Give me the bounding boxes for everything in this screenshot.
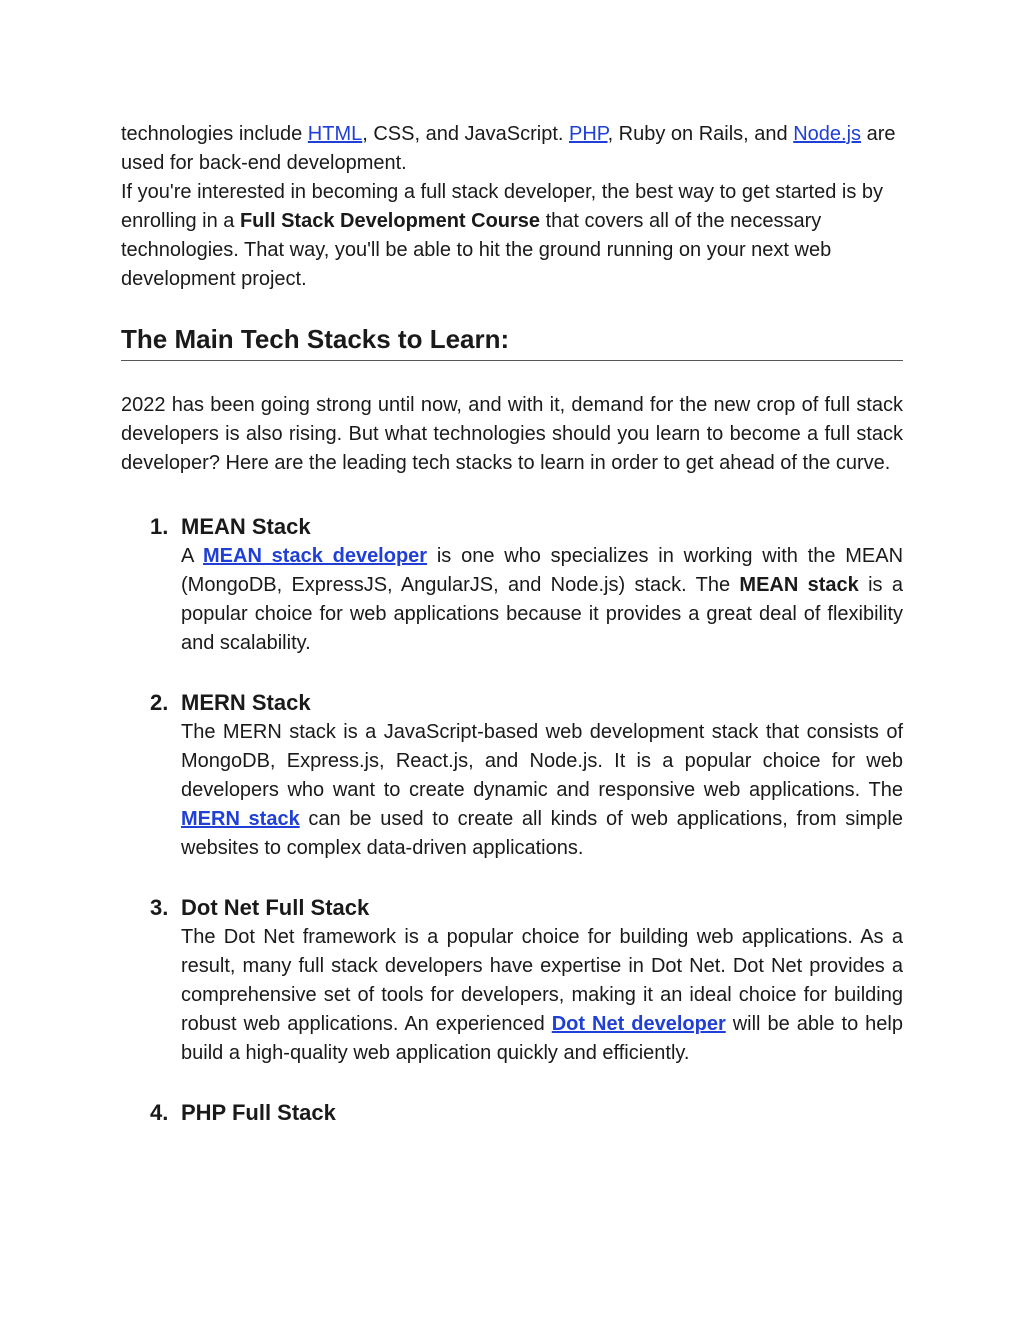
document-page — [121, 120, 903, 1128]
stack-title: MEAN Stack — [181, 514, 311, 539]
intro-text: , CSS, and JavaScript. — [362, 123, 570, 145]
stack-number: 2. — [150, 690, 169, 715]
stack-item-mean — [121, 512, 903, 658]
stack-title: MERN Stack — [181, 690, 311, 715]
intro-text: technologies include — [121, 123, 308, 145]
stack-item-php — [121, 1098, 903, 1128]
stack-text: can be used to create all kinds of web applications, from simple websites to complex data-driven applications. — [181, 808, 903, 859]
intro-paragraph-2 — [121, 178, 903, 294]
section-paragraph: 2022 has been going strong until now, and with it, demand for the new crop of full stack developers is also rising. But what technologies should you learn to become a full stack developer? Here are the leading tech stacks to learn in order to get ahead of the curve. — [121, 394, 903, 474]
stack-item-dotnet — [121, 893, 903, 1068]
mern-stack-link[interactable]: MERN stack — [181, 808, 300, 830]
stack-text: A — [181, 545, 204, 567]
stack-description — [181, 542, 903, 658]
stack-text: will be able to help build a high-quality web application quickly and efficiently. — [181, 1013, 903, 1064]
stack-description — [181, 718, 903, 863]
stack-item-mern — [121, 688, 903, 863]
dot-net-developer-link[interactable]: Dot Net developer — [551, 1013, 726, 1035]
mean-stack-developer-link[interactable]: MEAN stack developer — [203, 545, 428, 567]
stack-text: is a popular choice for web applications because it provides a great deal of flexibility and scalability. — [181, 574, 903, 654]
section-heading: The Main Tech Stacks to Learn: — [121, 322, 903, 361]
stack-description — [181, 923, 903, 1068]
stack-text: is one who specializes in working with the MEAN (MongoDB, ExpressJS, AngularJS, and Node.js) stack. The — [181, 545, 904, 596]
course-name-bold: Full Stack Development Course — [239, 210, 541, 232]
stack-number: 3. — [150, 895, 169, 920]
nodejs-link[interactable]: Node.js — [793, 123, 862, 145]
intro-text: that covers all of the necessary technologies. That way, you'll be able to hit the ground running on your next web development project. — [121, 210, 832, 290]
intro-text: are used for back-end development. — [121, 123, 896, 174]
php-link[interactable]: PHP — [569, 123, 608, 145]
intro-text: If you're interested in becoming a full stack developer, the best way to get started is by enrolling in a — [121, 181, 884, 232]
stack-text: The MERN stack is a JavaScript-based web development stack that consists of MongoDB, Express.js, React.js, and Node.js. It is a popular choice for web developers who want to create dynamic and responsive web applications. The — [181, 721, 903, 801]
intro-paragraph-1 — [121, 120, 903, 178]
stack-number: 4. — [150, 1100, 169, 1125]
stack-list — [121, 512, 903, 1128]
stack-title: PHP Full Stack — [181, 1100, 336, 1125]
intro-text: , Ruby on Rails, and — [607, 123, 794, 145]
stack-title: Dot Net Full Stack — [181, 895, 370, 920]
mean-stack-bold: MEAN stack — [739, 574, 859, 596]
stack-text: The Dot Net framework is a popular choice for building web applications. As a result, many full stack developers have expertise in Dot Net. Dot Net provides a comprehensive set of tools for developers, making it an ideal choice for building robust web applications. An experienced — [181, 926, 903, 1035]
html-link[interactable]: HTML — [307, 123, 363, 145]
stack-number: 1. — [150, 514, 169, 539]
